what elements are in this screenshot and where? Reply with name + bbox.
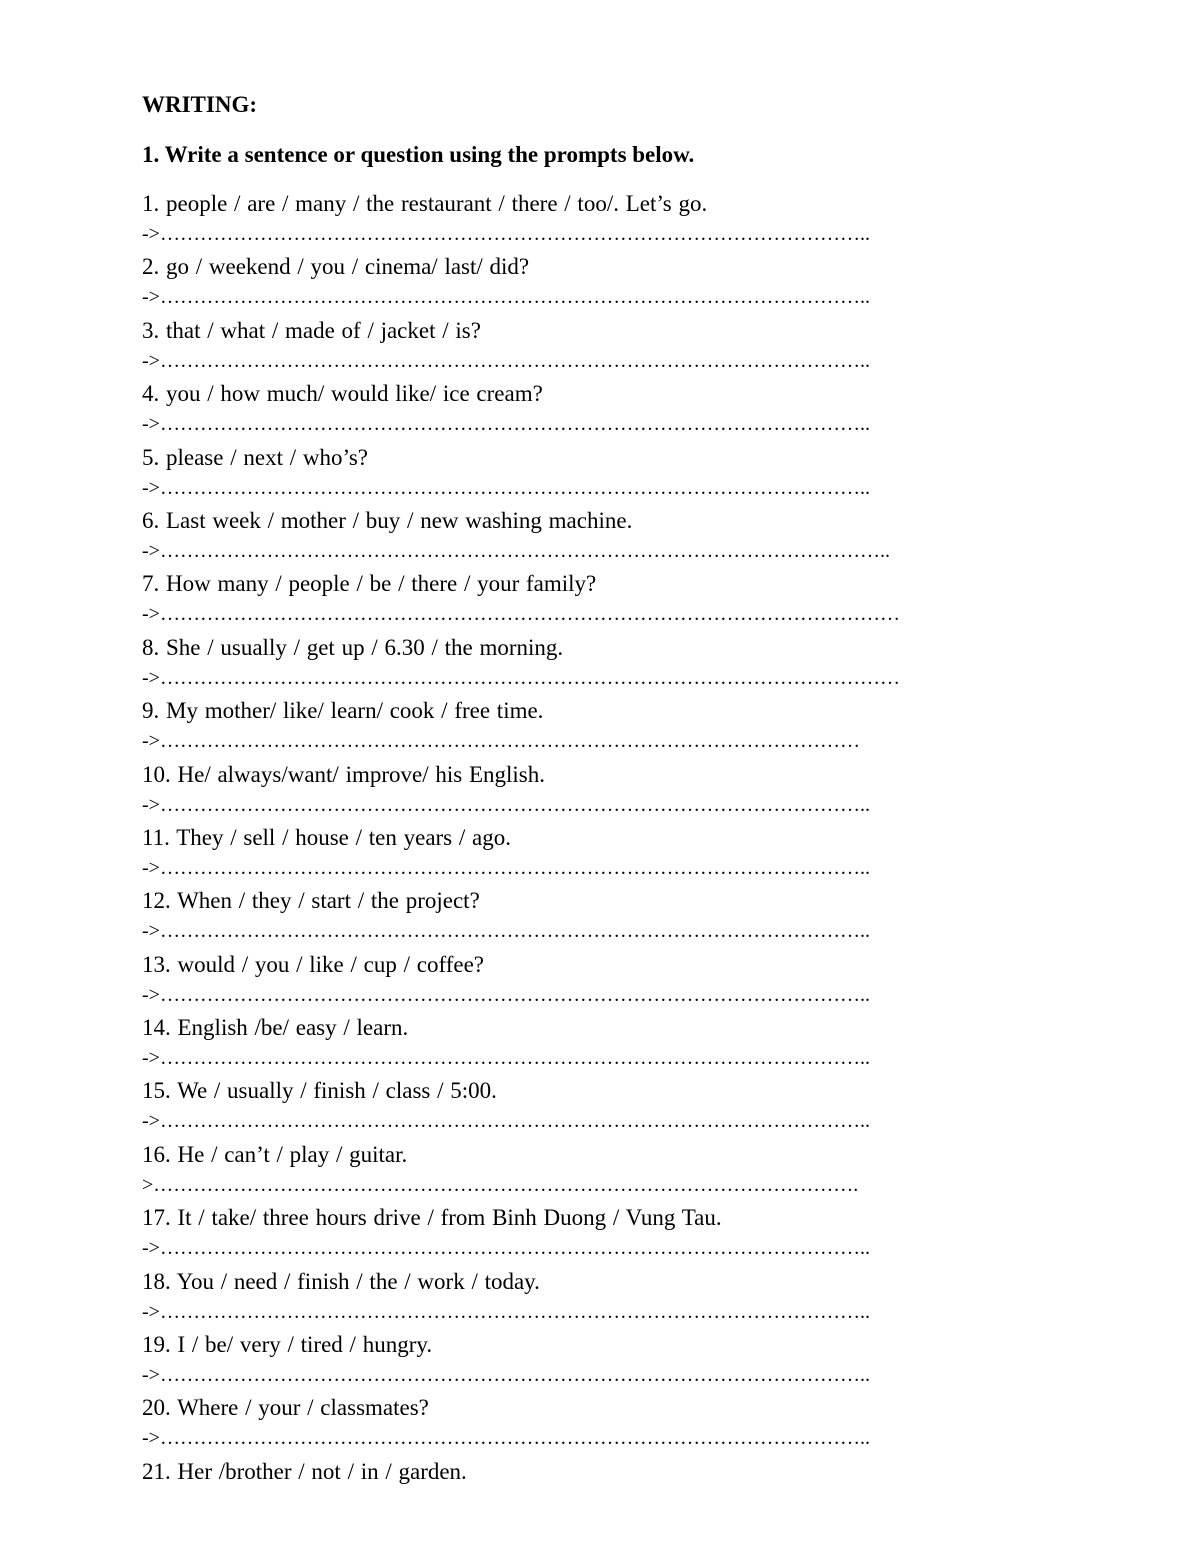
answer-line: ->…………………………………………………………………………………………… [142,730,860,753]
exercise-prompt: 10. He/ always/want/ improve/ his English. [142,761,545,787]
exercise-item [142,884,1122,947]
exercise-prompt: 2. go / weekend / you / cinema/ last/ did? [142,254,530,280]
exercise-item [142,441,1122,504]
exercise-prompt: 3. that / what / made of / jacket / is? [142,317,481,343]
exercise-prompt: 20. Where / your / classmates? [142,1395,429,1421]
answer-line: >……………………………………………………………………………………………. [142,1173,859,1196]
answer-line: ->………………………………………………………………………………………………… [142,666,900,689]
exercise-prompt: 4. you / how much/ would like/ ice cream? [142,381,543,407]
exercise-item [142,1201,1122,1264]
exercise-item [142,250,1122,313]
answer-line: ->…………………………………………………………………………………………….. [142,983,870,1006]
exercise-item [142,314,1122,377]
answer-line: ->…………………………………………………………………………………………….. [142,1364,870,1387]
exercise-prompt: 19. I / be/ very / tired / hungry. [142,1332,433,1358]
exercise-item [142,1138,1122,1201]
exercise-item [142,1011,1122,1074]
answer-line: ->…………………………………………………………………………………………….. [142,223,870,245]
exercise-prompt: 16. He / can’t / play / guitar. [142,1141,408,1167]
answer-line: ->………………………………………………………………………………………………… [142,603,900,626]
exercise-item [142,504,1122,567]
exercise-item [142,1455,1122,1518]
answer-line: ->…………………………………………………………………………………………….. [142,1110,870,1133]
exercise-prompt: 17. It / take/ three hours drive / from Binh Duong / Vung Tau. [142,1205,722,1231]
exercise-item [142,631,1122,694]
exercise-prompt: 18. You / need / finish / the / work / today. [142,1268,540,1294]
answer-line: ->…………………………………………………………………………………………….. [142,856,870,879]
exercise-prompt: 6. Last week / mother / buy / new washing machine. [142,507,633,533]
exercise-item [142,377,1122,440]
answer-line: ->…………………………………………………………………………………………….. [142,793,870,816]
exercise-instruction: 1. Write a sentence or question using the prompts below. [142,142,695,167]
exercise-prompt: 21. Her /brother / not / in / garden. [142,1458,467,1484]
exercise-item [142,821,1122,884]
exercise-prompt: 12. When / they / start / the project? [142,888,480,914]
exercise-item [142,948,1122,1011]
answer-line: ->…………………………………………………………………………………………….. [142,476,870,499]
answer-line: ->…………………………………………………………………………………………….. [142,1300,870,1323]
answer-line: ->…………………………………………………………………………………………….. [142,1237,870,1260]
exercise-item [142,1265,1122,1328]
answer-line: ->…………………………………………………………………………………………….. [142,413,870,436]
exercise-item [142,1328,1122,1391]
exercise-prompt: 5. please / next / who’s? [142,444,369,470]
exercise-item [142,1391,1122,1454]
exercise-item [142,758,1122,821]
exercise-prompt: 9. My mother/ like/ learn/ cook / free time. [142,698,544,724]
exercise-list [142,187,1122,1518]
exercise-item [142,694,1122,757]
exercise-prompt: 8. She / usually / get up / 6.30 / the morning. [142,634,564,660]
exercise-prompt: 1. people / are / many / the restaurant / there / too/. Let’s go. [142,191,708,216]
exercise-item [142,567,1122,630]
exercise-item [142,1074,1122,1137]
exercise-prompt: 11. They / sell / house / ten years / ago. [142,824,511,850]
answer-line: ->…………………………………………………………………………………………….. [142,1047,870,1070]
answer-line: ->…………………………………………………………………………………………….. [142,286,870,309]
exercise-prompt: 7. How many / people / be / there / your family? [142,571,597,597]
answer-line: ->…………………………………………………………………………………………….. [142,1427,870,1450]
worksheet-page [142,88,1122,1518]
answer-line: ->…………………………………………………………………………………………….. [142,349,870,372]
section-heading: WRITING: [142,92,258,117]
exercise-prompt: 13. would / you / like / cup / coffee? [142,951,484,977]
exercise-prompt: 14. English /be/ easy / learn. [142,1015,409,1041]
exercise-prompt: 15. We / usually / finish / class / 5:00. [142,1078,497,1104]
exercise-item [142,187,1122,250]
answer-line: ->……………………………………………………………………………………………….. [142,539,890,562]
answer-line: ->…………………………………………………………………………………………….. [142,920,870,943]
